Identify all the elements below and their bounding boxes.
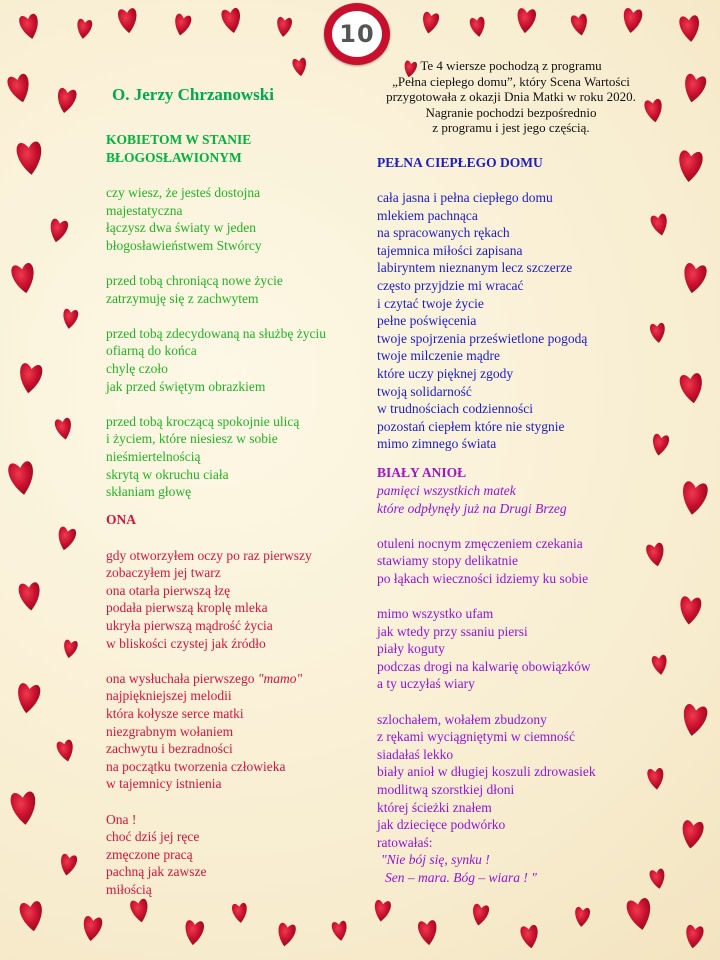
heart-decoration [650, 213, 670, 237]
intro-line: przygotowała z okazji Dnia Matki w roku 2020. [386, 89, 636, 104]
poem-line [106, 254, 326, 272]
poem-line: najpiękniejszej melodii [106, 688, 232, 704]
poem-line [377, 517, 596, 535]
heart-decoration [684, 924, 704, 949]
poem1-title [106, 131, 251, 166]
poem-line: błogosławieństwem Stwórcy [106, 237, 262, 253]
heart-decoration [621, 7, 643, 34]
poem-line: gdy otworzyłem oczy po raz pierwszy [106, 547, 312, 563]
poem-line: podała pierwszą kroplę mleka [106, 600, 268, 616]
poem-line: zmęczone pracą [106, 846, 193, 862]
heart-decoration [373, 899, 392, 922]
heart-decoration [221, 7, 243, 34]
poem-line [106, 529, 312, 547]
poem-line: skrytą w okruchu ciała [106, 466, 229, 482]
heart-decoration [678, 596, 702, 626]
poem-line: twoje milczenie mądre [377, 348, 500, 364]
poem-line: skłaniam głowę [106, 484, 192, 500]
poem-line: a ty uczyłaś wiary [377, 676, 475, 692]
intro-line: z programu i jest jego częścią. [432, 120, 590, 135]
intro-line: Te 4 wiersze pochodzą z programu [420, 58, 602, 73]
poem-line: jak przed świętym obrazkiem [106, 378, 266, 394]
poem-line [377, 587, 596, 605]
poem4-title: BIAŁY ANIOŁ [377, 465, 467, 480]
heart-decoration [680, 820, 705, 850]
poem-line: ona otarła pierwszą łzę [106, 582, 231, 598]
heart-decoration [47, 218, 69, 244]
poem-line: stawiamy stopy delikatnie [377, 553, 518, 569]
heart-decoration [680, 703, 708, 738]
intro-line: „Pełna ciepłego domu”, który Scena Wartości [392, 73, 630, 89]
poem-line: miłością [106, 881, 152, 897]
heart-decoration [520, 924, 540, 949]
heart-decoration [16, 141, 44, 176]
heart-decoration [55, 526, 77, 552]
poem1-title-line: KOBIETOM W STANIE [106, 132, 252, 147]
heart-decoration [677, 150, 703, 183]
poem-line: często przyjdzie mi wracać [377, 277, 524, 293]
dedication-line: pamięci wszystkich matek [377, 483, 516, 498]
heart-decoration [417, 920, 438, 946]
intro-line: Nagranie pochodzi bezpośrednio [425, 104, 597, 120]
heart-decoration [81, 915, 103, 942]
poem-line: przed tobą kroczącą spokojnie ulicą [106, 413, 300, 429]
dedication-line: które odpłynęły już na Drugi Brzeg [377, 500, 567, 516]
poem-line: choć dziś jej ręce [106, 829, 200, 845]
mamo-word: "mamo" [257, 670, 303, 686]
intro-note [366, 58, 656, 136]
heart-decoration [15, 683, 41, 715]
heart-decoration [18, 13, 41, 41]
poem-line [106, 670, 312, 688]
poem-line: jak dziecięce podwórko [377, 817, 506, 833]
author-name: O. Jerzy Chrzanowski [112, 85, 274, 104]
poem-line: czy wiesz, że jesteś dostojna [106, 185, 261, 200]
heart-decoration [420, 11, 439, 35]
poem-line: twoje spojrzenia prześwietlone pogodą [377, 330, 588, 346]
poem-line: siadałaś lekko [377, 746, 454, 762]
heart-decoration [54, 417, 73, 441]
poem2-title: ONA [106, 512, 136, 527]
poem1-title-line: BŁOGOSŁAWIONYM [106, 149, 242, 165]
quote-line: "Nie bój się, synku ! [381, 852, 490, 867]
poem-line: Ona ! [106, 811, 137, 827]
heart-decoration [18, 582, 42, 612]
poem-line: ukryła pierwszą mądrość życia [106, 617, 273, 633]
poem-line: pozostań ciepłem które nie stygnie [377, 418, 565, 434]
heart-decoration [570, 13, 589, 37]
page-number-badge [324, 3, 390, 65]
poem-line: podczas drogi na kalwarię obowiązków [377, 658, 591, 674]
heart-decoration [650, 323, 667, 344]
heart-decoration [647, 768, 665, 791]
poem-line: majestatyczna [106, 202, 183, 218]
poem-line [106, 395, 326, 413]
heart-decoration [276, 17, 293, 38]
heart-decoration [172, 13, 192, 37]
poem-line: ratowałaś: [377, 834, 433, 850]
heart-decoration [75, 18, 92, 39]
heart-decoration [680, 481, 709, 517]
poem-line: mlekiem pachnąca [377, 207, 478, 223]
poem-line [106, 793, 312, 811]
heart-decoration [681, 73, 707, 104]
heart-decoration [469, 16, 486, 37]
heart-decoration [650, 433, 669, 457]
poem-line: która kołysze serce matki [106, 705, 244, 721]
poem-line: cała jasna i pełna ciepłego domu [377, 190, 553, 205]
poem-line: w bliskości czystej jak źródło [106, 635, 266, 651]
poem-line: zatrzymuję się z zachwytem [106, 290, 259, 306]
heart-decoration [10, 791, 38, 826]
heart-decoration [645, 542, 666, 567]
heart-decoration [651, 654, 668, 675]
heart-decoration [276, 922, 297, 947]
heart-decoration [331, 920, 348, 941]
poem2-body [106, 529, 312, 898]
poem-line: zachwytu i bezradności [106, 741, 233, 757]
quote-line: Sen – mara. Bóg – wiara ! " [385, 869, 537, 885]
poem-line [377, 693, 596, 711]
poem-line: jak wtedy przy ssaniu piersi [377, 623, 528, 639]
heart-decoration [129, 898, 150, 923]
poem-line: w tajemnicy istnienia [106, 776, 222, 792]
poem4-body [377, 517, 596, 851]
heart-decoration [7, 461, 36, 497]
poem-line: które uczy pięknej zgody [377, 365, 514, 381]
heart-decoration [649, 868, 667, 890]
heart-decoration [17, 363, 43, 395]
poem-line: modlitwą szorstkiej dłoni [377, 781, 515, 797]
heart-decoration [58, 853, 77, 877]
heart-decoration [626, 897, 654, 932]
poem-line: nieśmiertelnością [106, 448, 201, 464]
poem-line: mimo zimnego świata [377, 436, 497, 452]
poem-line: na początku tworzenia człowieka [106, 758, 286, 774]
heart-decoration [56, 739, 76, 763]
heart-decoration [232, 903, 249, 924]
poem-line: biały anioł w długiej koszuli zdrowasiek [377, 764, 596, 780]
poem-line: szlochałem, wołałem zbudzony [377, 711, 547, 727]
poem4-quote [379, 851, 537, 886]
heart-decoration [679, 373, 705, 405]
poem-line: i czytać twoje życie [377, 295, 484, 311]
heart-decoration [184, 920, 205, 946]
poem-line: zobaczyłem jej twarz [106, 565, 221, 581]
page-number: 10 [332, 11, 382, 57]
poem-line: otuleni nocnym zmęczeniem czekania [377, 535, 583, 551]
poem-line: chylę czoło [106, 360, 168, 376]
poem-line: której ścieżki znałem [377, 799, 492, 815]
heart-decoration [292, 57, 308, 77]
heart-decoration [470, 903, 489, 927]
poem-line: mimo wszystko ufam [377, 605, 494, 621]
poem-line: i życiem, które niesiesz w sobie [106, 431, 278, 447]
heart-decoration [574, 907, 591, 928]
poem-line: w trudnościach codzienności [377, 401, 533, 417]
heart-decoration [6, 73, 33, 105]
heart-decoration [55, 87, 77, 114]
poem-line: ofiarną do końca [106, 343, 197, 359]
poem3-title: PEŁNA CIEPŁEGO DOMU [377, 155, 543, 170]
poem-line: przed tobą chroniącą nowe życie [106, 272, 283, 288]
poem-line: na spracowanych rękach [377, 225, 510, 241]
heart-decoration [19, 901, 45, 933]
heart-decoration [681, 262, 708, 295]
poem-line-text: ona wysłuchała pierwszego [106, 670, 258, 686]
poem-line: twoją solidarność [377, 383, 472, 399]
poem1-body [106, 184, 326, 501]
heart-decoration [10, 262, 37, 295]
poem-line: po łąkach wieczności idziemy ku sobie [377, 570, 589, 586]
poem-line: labiryntem nieznanym lecz szczerze [377, 260, 573, 276]
poem-line: pełne poświęcenia [377, 313, 477, 329]
heart-decoration [117, 8, 138, 34]
poem-line: piały koguty [377, 641, 445, 657]
heart-decoration [61, 308, 78, 329]
poem-line: pachną jak zawsze [106, 864, 207, 880]
poem-line: niezgrabnym wołaniem [106, 723, 234, 739]
poem4-dedication [377, 482, 567, 517]
poem3-body [377, 189, 587, 453]
poem-line: tajemnica miłości zapisana [377, 242, 523, 258]
heart-decoration [679, 15, 701, 43]
heart-decoration [516, 8, 537, 34]
poem-line: łączysz dwa światy w jeden [106, 220, 256, 236]
poem-line: z rękami wyciągniętymi w ciemność [377, 729, 575, 745]
poem-line [106, 652, 312, 670]
heart-decoration [62, 639, 78, 659]
poem-line [106, 307, 326, 325]
poem-line: przed tobą zdecydowaną na służbę życiu [106, 325, 327, 341]
